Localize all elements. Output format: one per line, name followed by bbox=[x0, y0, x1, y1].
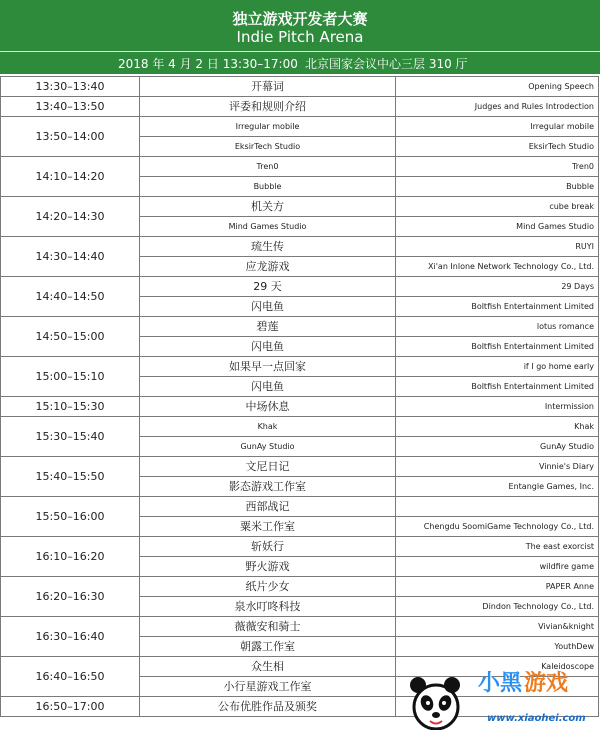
time-slot: 13:50–14:00 bbox=[1, 117, 140, 157]
panda-mascot-icon bbox=[410, 677, 460, 729]
entry-title-english: Mind Games Studio bbox=[396, 217, 599, 237]
entry-title-chinese: 闪电鱼 bbox=[140, 297, 396, 317]
schedule-row bbox=[1, 117, 599, 137]
entry-title-english: wildfire game bbox=[396, 557, 599, 577]
time-slot: 16:40–16:50 bbox=[1, 657, 140, 697]
entry-title-english: Dindon Technology Co., Ltd. bbox=[396, 597, 599, 617]
entry-title-english: Kaleidoscope bbox=[396, 657, 599, 677]
time-slot: 15:40–15:50 bbox=[1, 457, 140, 497]
watermark-brand-part-2: 游戏 bbox=[524, 671, 569, 696]
entry-title-chinese: Bubble bbox=[140, 177, 396, 197]
entry-title-chinese: 泉水叮咚科技 bbox=[140, 597, 396, 617]
entry-title-chinese: 开幕词 bbox=[140, 77, 396, 97]
entry-title-english: Boltfish Entertainment Limited bbox=[396, 377, 599, 397]
entry-title-chinese: 公布优胜作品及颁奖 bbox=[140, 697, 396, 717]
header-banner bbox=[0, 0, 600, 74]
entry-title-english bbox=[396, 497, 599, 517]
entry-title-chinese: 众生相 bbox=[140, 657, 396, 677]
time-slot: 13:30–13:40 bbox=[1, 77, 140, 97]
entry-title-chinese: Irregular mobile bbox=[140, 117, 396, 137]
entry-title-chinese: 朝露工作室 bbox=[140, 637, 396, 657]
time-slot: 16:30–16:40 bbox=[1, 617, 140, 657]
entry-title-english: Judges and Rules Introdection bbox=[396, 97, 599, 117]
schedule-row bbox=[1, 157, 599, 177]
entry-title-english: Chengdu SoomiGame Technology Co., Ltd. bbox=[396, 517, 599, 537]
entry-title-english: 29 Days bbox=[396, 277, 599, 297]
watermark-brand-part-1: 小黑 bbox=[478, 671, 523, 696]
schedule-row bbox=[1, 317, 599, 337]
entry-title-english: Vinnie's Diary bbox=[396, 457, 599, 477]
schedule-row bbox=[1, 237, 599, 257]
time-slot: 14:30–14:40 bbox=[1, 237, 140, 277]
schedule-body bbox=[1, 77, 599, 717]
time-slot: 14:20–14:30 bbox=[1, 197, 140, 237]
entry-title-english: Boltfish Entertainment Limited bbox=[396, 337, 599, 357]
time-slot: 15:50–16:00 bbox=[1, 497, 140, 537]
schedule-row bbox=[1, 537, 599, 557]
entry-title-chinese: 粟米工作室 bbox=[140, 517, 396, 537]
entry-title-chinese: 西部战记 bbox=[140, 497, 396, 517]
time-slot: 15:30–15:40 bbox=[1, 417, 140, 457]
entry-title-chinese: EksirTech Studio bbox=[140, 137, 396, 157]
entry-title-chinese: 应龙游戏 bbox=[140, 257, 396, 277]
schedule-row bbox=[1, 357, 599, 377]
entry-title-english: Entangle Games, Inc. bbox=[396, 477, 599, 497]
entry-title-english: The east exorcist bbox=[396, 537, 599, 557]
entry-title-english: Irregular mobile bbox=[396, 117, 599, 137]
entry-title-chinese: 评委和规则介绍 bbox=[140, 97, 396, 117]
entry-title-chinese: 文尼日记 bbox=[140, 457, 396, 477]
entry-title-chinese: GunAy Studio bbox=[140, 437, 396, 457]
entry-title-english: Khak bbox=[396, 417, 599, 437]
entry-title-chinese: Mind Games Studio bbox=[140, 217, 396, 237]
title-chinese: 独立游戏开发者大赛 bbox=[232, 10, 368, 28]
schedule-row bbox=[1, 277, 599, 297]
time-slot: 15:00–15:10 bbox=[1, 357, 140, 397]
entry-title-chinese: Khak bbox=[140, 417, 396, 437]
entry-title-english: EksirTech Studio bbox=[396, 137, 599, 157]
entry-title-chinese: 机关方 bbox=[140, 197, 396, 217]
entry-title-chinese: Tren0 bbox=[140, 157, 396, 177]
schedule-row bbox=[1, 457, 599, 477]
schedule-row bbox=[1, 617, 599, 637]
time-slot: 14:50–15:00 bbox=[1, 317, 140, 357]
schedule-table bbox=[0, 76, 599, 717]
event-venue: 北京国家会议中心三层 310 厅 bbox=[305, 57, 468, 71]
entry-title-english: Vivian&knight bbox=[396, 617, 599, 637]
entry-title-chinese: 如果早一点回家 bbox=[140, 357, 396, 377]
entry-title-english: Tren0 bbox=[396, 157, 599, 177]
entry-title-english: cube break bbox=[396, 197, 599, 217]
watermark-url: www.xiaohei.com bbox=[487, 713, 586, 724]
entry-title-chinese: 纸片少女 bbox=[140, 577, 396, 597]
time-slot: 14:40–14:50 bbox=[1, 277, 140, 317]
title-english: Indie Pitch Arena bbox=[236, 28, 364, 46]
entry-title-chinese: 薇薇安和骑士 bbox=[140, 617, 396, 637]
entry-title-chinese: 野火游戏 bbox=[140, 557, 396, 577]
entry-title-english: Opening Speech bbox=[396, 77, 599, 97]
time-slot: 13:40–13:50 bbox=[1, 97, 140, 117]
entry-title-chinese: 29 天 bbox=[140, 277, 396, 297]
entry-title-english: Boltfish Entertainment Limited bbox=[396, 297, 599, 317]
entry-title-chinese: 闪电鱼 bbox=[140, 337, 396, 357]
time-slot: 16:20–16:30 bbox=[1, 577, 140, 617]
entry-title-chinese: 碧莲 bbox=[140, 317, 396, 337]
schedule-row bbox=[1, 197, 599, 217]
schedule-row bbox=[1, 577, 599, 597]
entry-title-chinese: 中场休息 bbox=[140, 397, 396, 417]
entry-title-english: Bubble bbox=[396, 177, 599, 197]
event-date-time: 2018 年 4 月 2 日 13:30–17:00 bbox=[118, 57, 298, 71]
entry-title-english: lotus romance bbox=[396, 317, 599, 337]
entry-title-english: PAPER Anne bbox=[396, 577, 599, 597]
entry-title-english: if I go home early bbox=[396, 357, 599, 377]
schedule-row bbox=[1, 77, 599, 97]
entry-title-chinese: 斩妖行 bbox=[140, 537, 396, 557]
schedule-row bbox=[1, 497, 599, 517]
schedule-row bbox=[1, 97, 599, 117]
entry-title-english: Xi'an Inlone Network Technology Co., Ltd. bbox=[396, 257, 599, 277]
entry-title-chinese: 影态游戏工作室 bbox=[140, 477, 396, 497]
schedule-row bbox=[1, 397, 599, 417]
entry-title-chinese: 小行星游戏工作室 bbox=[140, 677, 396, 697]
time-slot: 15:10–15:30 bbox=[1, 397, 140, 417]
time-slot: 16:50–17:00 bbox=[1, 697, 140, 717]
entry-title-english: YouthDew bbox=[396, 637, 599, 657]
time-slot: 14:10–14:20 bbox=[1, 157, 140, 197]
schedule-row bbox=[1, 417, 599, 437]
time-slot: 16:10–16:20 bbox=[1, 537, 140, 577]
entry-title-chinese: 琉生传 bbox=[140, 237, 396, 257]
header-divider bbox=[0, 51, 600, 52]
entry-title-english: GunAy Studio bbox=[396, 437, 599, 457]
entry-title-chinese: 闪电鱼 bbox=[140, 377, 396, 397]
entry-title-english: RUYI bbox=[396, 237, 599, 257]
entry-title-english: Intermission bbox=[396, 397, 599, 417]
